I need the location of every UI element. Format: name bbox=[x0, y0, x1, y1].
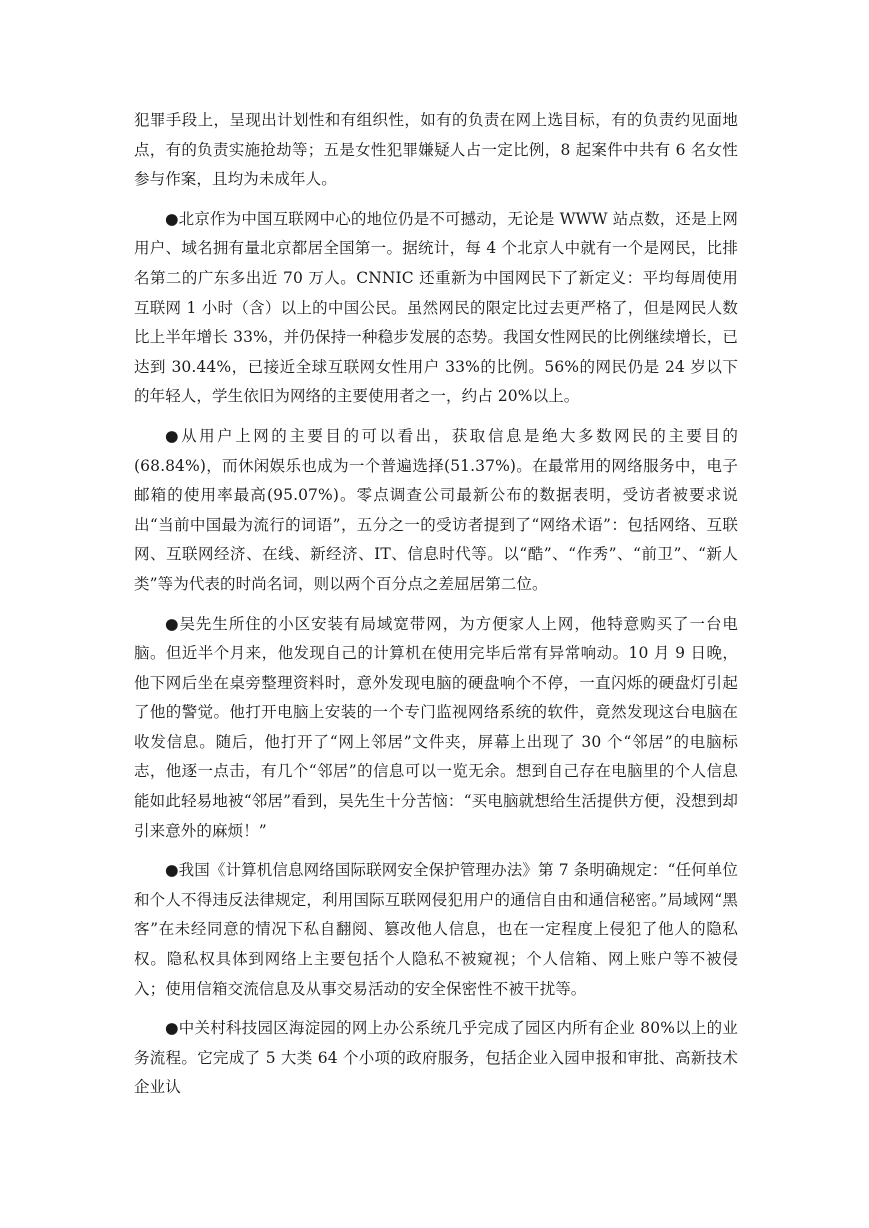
paragraph-regulation-article-7: ●我国《计算机信息网络国际联网安全保护管理办法》第 7 条明确规定：“任何单位和个人不得违反法律规定，利用国际互联网侵犯用户的通信自由和通信秘密。”局域网“黑客”在未经同意的情况下私自翻阅、篡改他人信息，也在一定程度上侵犯了他人的隐私权。隐私权具体到网络上主要包括个人隐私不被窥视；个人信箱、网上账户等不被侵入；使用信箱交流信息及从事交易活动的安全保密性不被干扰等。 bbox=[134, 861, 738, 998]
paragraph-user-purposes: ●从用户上网的主要目的可以看出，获取信息是绝大多数网民的主要目的(68.84%)，而休闲娱乐也成为一个普遍选择(51.37%)。在最常用的网络服务中，电子邮箱的使用率最高(95.07%)。零点调查公司最新公布的数据表明，受访者被要求说出“当前中国最为流行的词语”，五分之一的受访者提到了“网络术语”：包括网络、互联网、互联网经济、在线、新经济、IT、信息时代等。以“酷”、“作秀”、“前卫”、“新人类”等为代表的时尚名词，则以两个百分点之差屈居第二位。 bbox=[134, 426, 738, 593]
paragraph-zhongguancun-office: ●中关村科技园区海淀园的网上办公系统几乎完成了园区内所有企业 80%以上的业务流程。它完成了 5 大类 64 个小项的政府服务，包括企业入园申报和审批、高新技术企业认 bbox=[134, 1019, 738, 1097]
document-body bbox=[134, 106, 738, 1103]
paragraph-beijing-internet-center: ●北京作为中国互联网中心的地位仍是不可撼动，无论是 WWW 站点数，还是上网用户、域名拥有量北京都居全国第一。据统计，每 4 个北京人中就有一个是网民，比排名第二的广东多出近 70 万人。CNNIC 还重新为中国网民下了新定义：平均每周使用互联网 1 小时（含）以上的中国公民。虽然网民的限定比过去更严格了，但是网民人数比上半年增长 33%，并仍保持一种稳步发展的态势。我国女性网民的比例继续增长，已达到 30.44%，已接近全球互联网女性用户 33%的比例。56%的网民仍是 24 岁以下的年轻人，学生依旧为网络的主要使用者之一，约占 20%以上。 bbox=[134, 209, 738, 406]
paragraph-continuation: 犯罪手段上，呈现出计划性和有组织性，如有的负责在网上选目标，有的负责约见面地点，有的负责实施抢劫等；五是女性犯罪嫌疑人占一定比例，8 起案件中共有 6 名女性参与作案，且均为未成年人。 bbox=[134, 111, 738, 189]
paragraph-mr-wu-lan: ●吴先生所住的小区安装有局域宽带网，为方便家人上网，他特意购买了一台电脑。但近半个月来，他发现自己的计算机在使用完毕后常有异常响动。10 月 9 日晚，他下网后坐在桌旁整理资料时，意外发现电脑的硬盘响个不停，一直闪烁的硬盘灯引起了他的警觉。他打开电脑上安装的一个专门监视网络系统的软件，竟然发现这台电脑在收发信息。随后，他打开了“网上邻居”文件夹，屏幕上出现了 30 个“邻居”的电脑标志，他逐一点击，有几个“邻居”的信息可以一览无余。想到自己存在电脑里的个人信息能如此轻易地被“邻居”看到，吴先生十分苦恼：“买电脑就想给生活提供方便，没想到却引来意外的麻烦！” bbox=[134, 614, 738, 840]
